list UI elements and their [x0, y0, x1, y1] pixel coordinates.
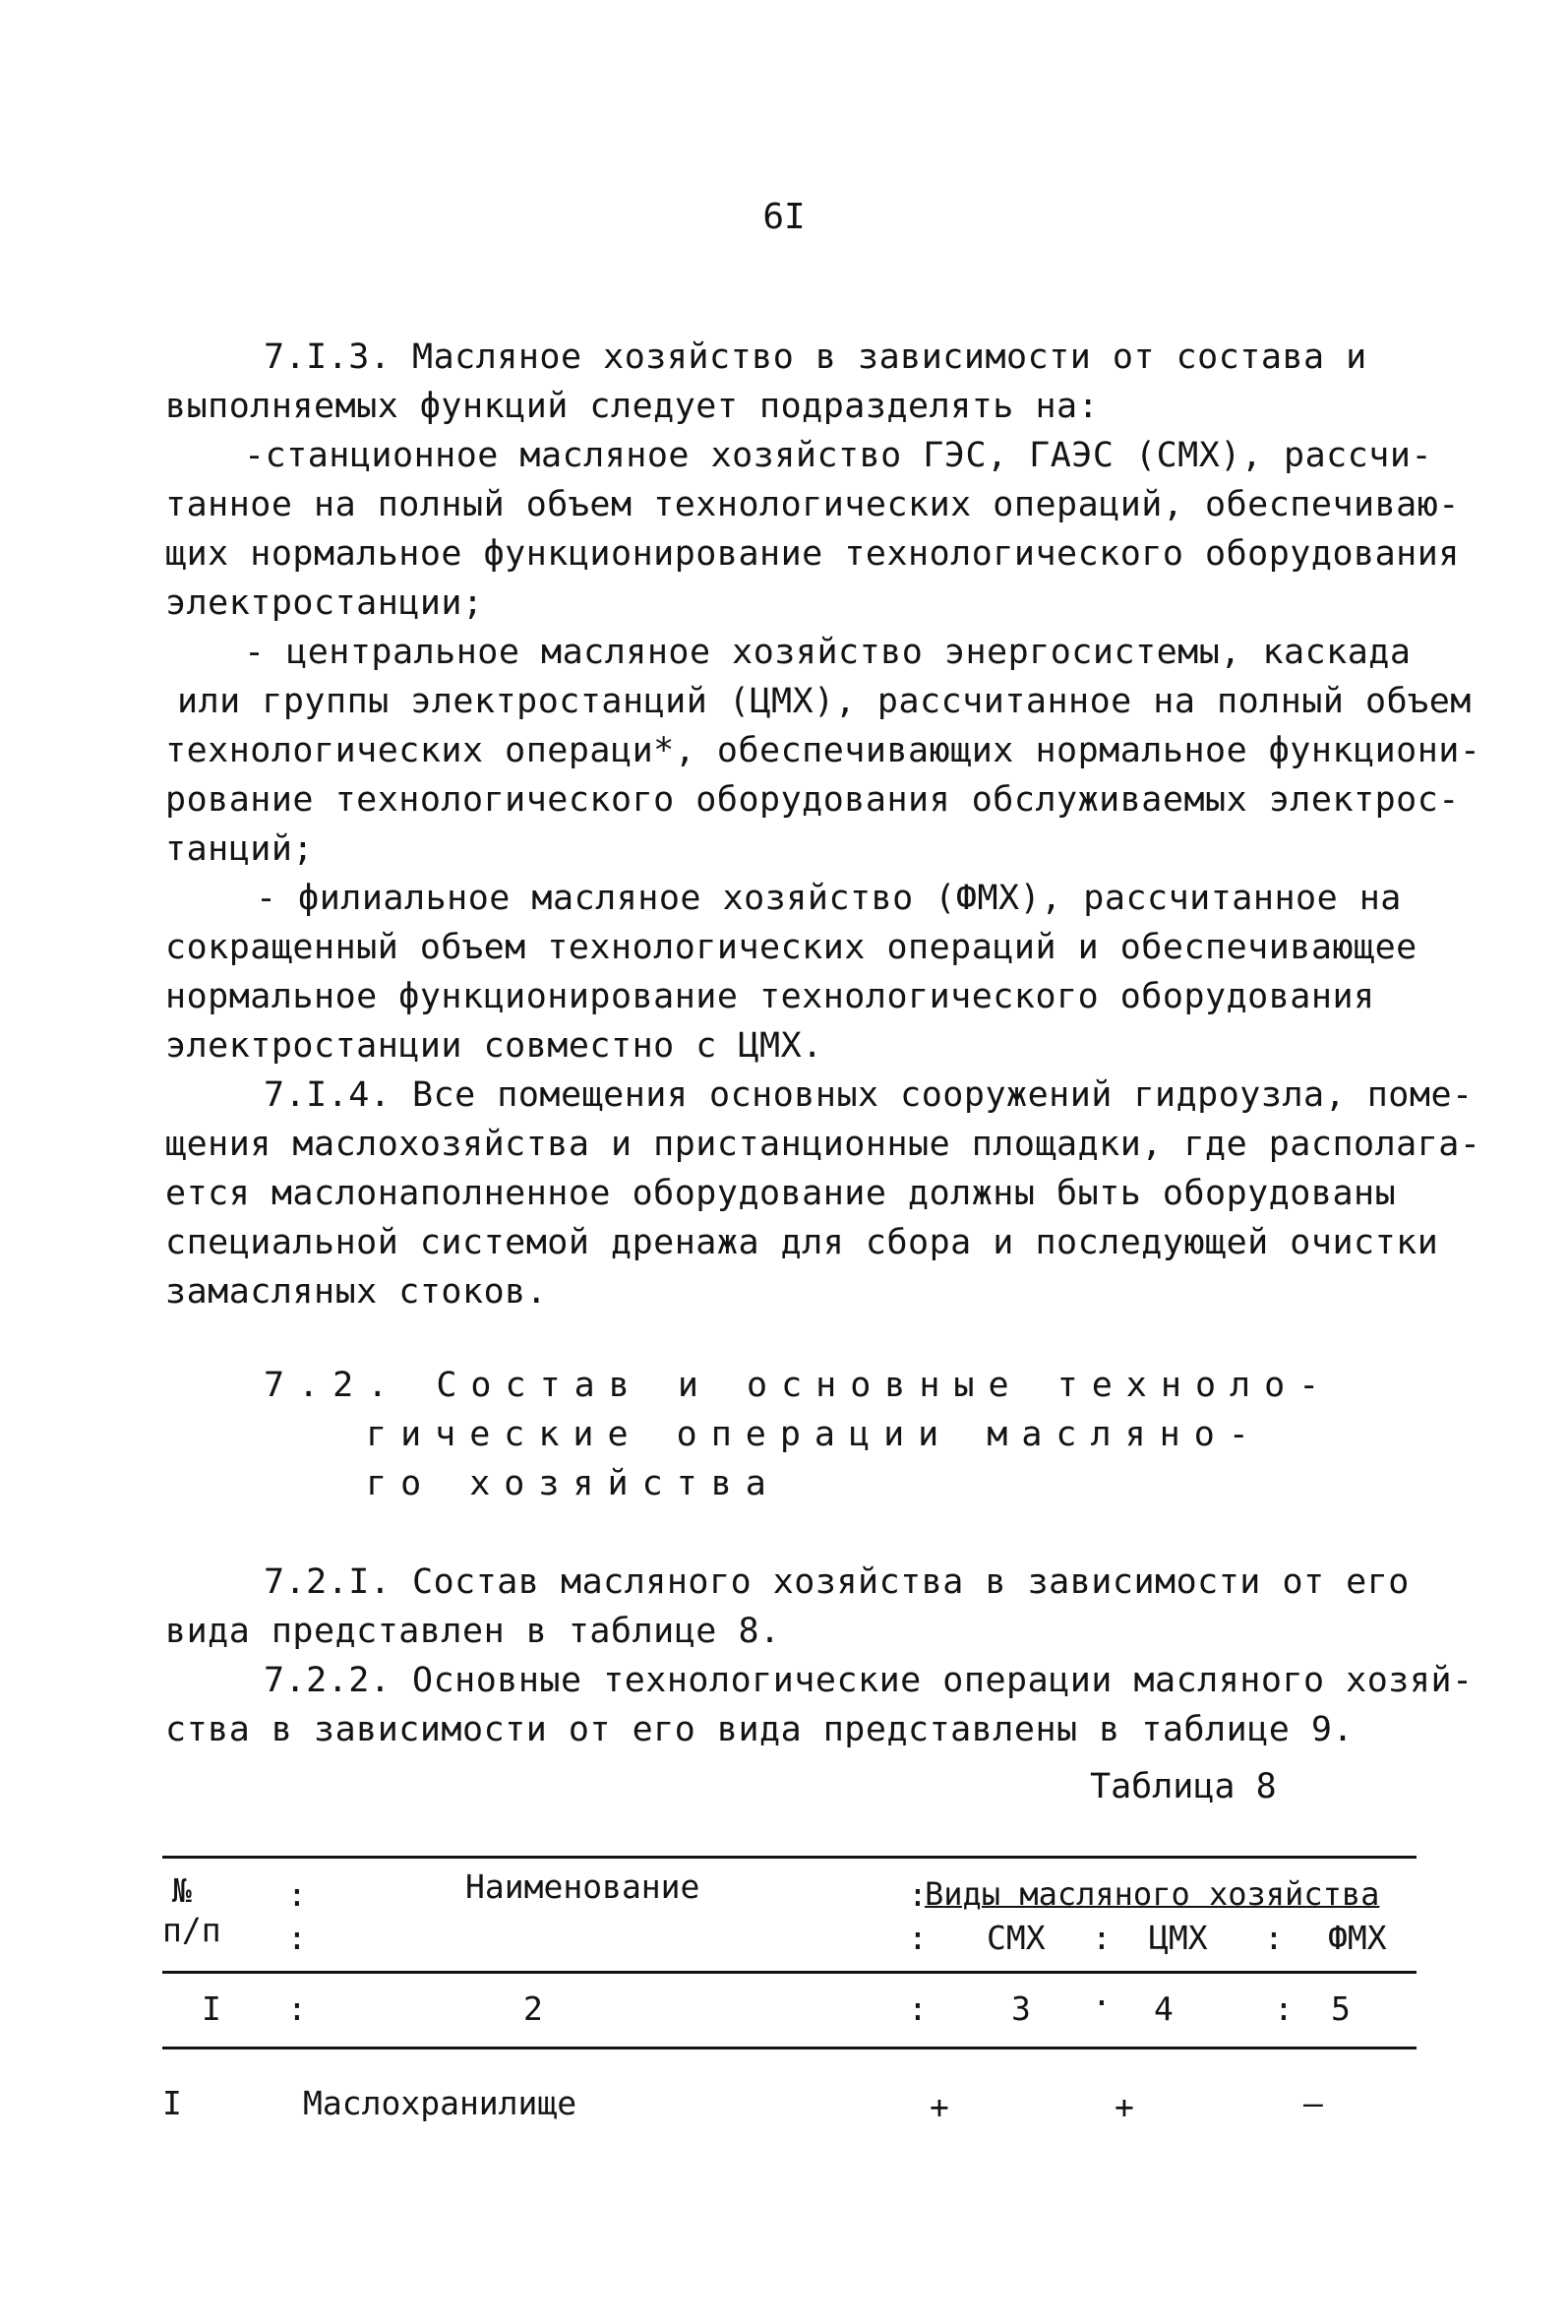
index-cell: 5 [1331, 1989, 1351, 2028]
paragraph-line: рование технологического оборудования обслуживаемых электрос- [165, 780, 1460, 820]
paragraph-line: или группы электростанций (ЦМХ), рассчитанное на полный объем [177, 682, 1472, 721]
paragraph-line: танное на полный объем технологических операций, обеспечиваю- [165, 485, 1460, 524]
paragraph-line: - центральное масляное хозяйство энергосистемы, каскада [244, 633, 1412, 672]
column-separator: : [287, 1919, 307, 1957]
index-cell: 3 [1011, 1989, 1031, 2028]
heading-line: гические операции маслянo- [366, 1415, 1263, 1454]
heading-line: го хозяйства [366, 1464, 780, 1503]
paragraph-line: сокращенный объем технологических операций и обеспечивающее [165, 928, 1417, 967]
paragraph-line: электростанции; [165, 583, 484, 623]
header-cmx: ЦМХ [1149, 1919, 1208, 1957]
paragraph-line: 7.I.3. Масляное хозяйство в зависимости от состава и [264, 337, 1367, 377]
row-num: I [162, 2084, 182, 2122]
paragraph-line: вида представлен в таблице 8. [165, 1612, 781, 1651]
column-separator: : [908, 1919, 928, 1957]
paragraph-line: танций; [165, 829, 315, 869]
column-separator: : [908, 1989, 928, 2028]
table-caption: Таблица 8 [1090, 1767, 1277, 1806]
header-num-top: № [172, 1871, 192, 1910]
header-smx: СМХ [987, 1919, 1046, 1957]
index-cell: I [202, 1989, 221, 2028]
paragraph-line: - филиальное масляное хозяйство (ФМХ), рассчитанное на [256, 879, 1402, 918]
paragraph-line: щих нормальное функционирование технологического оборудования [165, 534, 1460, 574]
paragraph-line: нормальное функционирование технологического оборудования [165, 977, 1375, 1016]
header-name: Наименование [465, 1867, 700, 1906]
header-fmx: ФМХ [1328, 1919, 1387, 1957]
page-number: 6I [762, 197, 806, 237]
column-separator: · [1092, 1984, 1112, 2022]
column-separator: : [287, 1989, 307, 2028]
column-separator: : [1264, 1919, 1284, 1957]
row-name: Маслохранилище [303, 2084, 577, 2122]
paragraph-line: технологических операци*, обеспечивающих нормальное функциони- [165, 731, 1481, 770]
column-separator: : [908, 1875, 928, 1914]
header-types: Виды масляного хозяйства [925, 1875, 1380, 1913]
header-num-bottom: п/п [162, 1911, 221, 1949]
heading-line: 7.2. Состав и основные техноло- [264, 1366, 1334, 1405]
index-cell: 2 [523, 1989, 543, 2028]
table-top-rule [162, 1856, 1417, 1859]
column-separator: : [287, 1875, 307, 1914]
paragraph-line: электростанции совместно с ЦМХ. [165, 1026, 823, 1066]
paragraph-line: 7.I.4. Все помещения основных сооружений гидроузла, поме- [264, 1075, 1474, 1115]
paragraph-line: выполняемых функций следует подразделять на: [165, 387, 1100, 426]
paragraph-line: ства в зависимости от его вида представлены в таблице 9. [165, 1710, 1355, 1749]
paragraph-line: щения маслохозяйства и пристанционные площадки, где располага- [165, 1125, 1481, 1164]
table-header-rule [162, 1971, 1417, 1974]
paragraph-line: 7.2.I. Состав масляного хозяйства в зависимости от его [264, 1562, 1410, 1602]
index-cell: 4 [1154, 1989, 1174, 2028]
paragraph-line: замасляных стоков. [165, 1272, 548, 1312]
table-index-rule [162, 2047, 1417, 2049]
paragraph-line: ется маслонаполненное оборудование должны быть оборудованы [165, 1174, 1397, 1213]
row-smx: + [930, 2088, 949, 2126]
paragraph-line: -станционное масляное хозяйство ГЭС, ГАЭС (СМХ), рассчи- [244, 436, 1433, 475]
paragraph-line: специальной системой дренажа для сбора и последующей очистки [165, 1223, 1439, 1262]
row-fmx: – [1303, 2084, 1323, 2122]
row-cmx: + [1115, 2088, 1134, 2126]
column-separator: : [1092, 1919, 1112, 1957]
column-separator: : [1274, 1989, 1294, 2028]
paragraph-line: 7.2.2. Основные технологические операции масляного хозяй- [264, 1661, 1474, 1700]
